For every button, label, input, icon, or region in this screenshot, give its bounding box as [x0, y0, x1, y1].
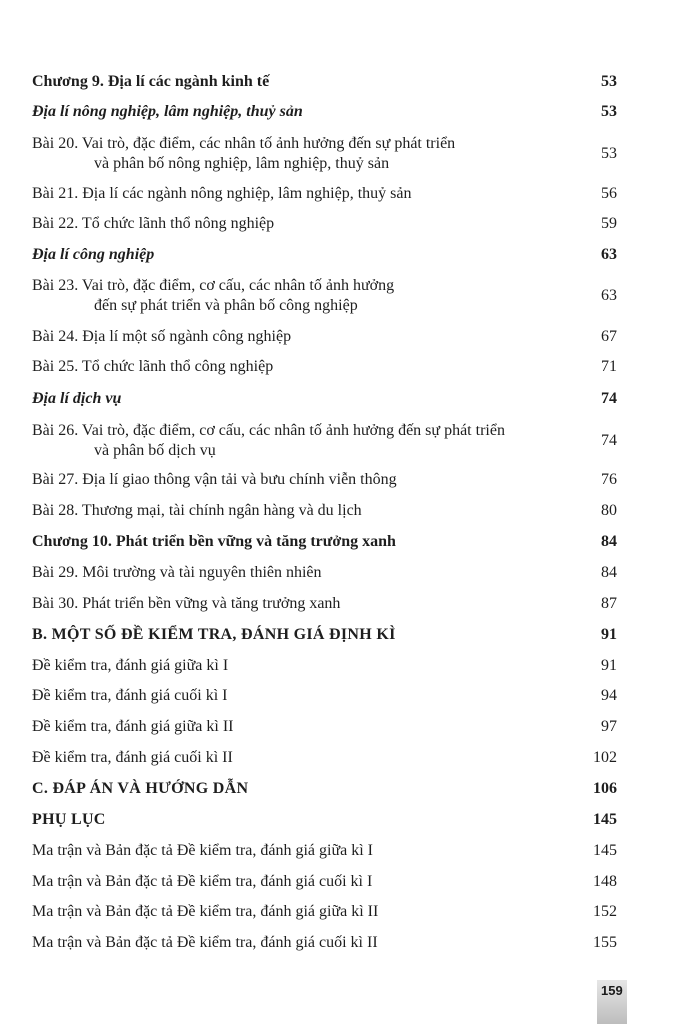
toc-entry-title: Ma trận và Bản đặc tả Đề kiểm tra, đánh giá cuối kì II: [32, 934, 378, 951]
toc-entry-title: Bài 27. Địa lí giao thông vận tải và bưu chính viễn thông: [32, 471, 397, 488]
toc-entry-title: Đề kiểm tra, đánh giá cuối kì I: [32, 687, 228, 704]
toc-entry-page: 84: [601, 564, 617, 581]
toc-entry-title: Đề kiểm tra, đánh giá giữa kì I: [32, 657, 229, 674]
toc-entry-title: Bài 22. Tổ chức lãnh thổ nông nghiệp: [32, 215, 275, 232]
toc-entry-page: 148: [593, 873, 617, 890]
toc-entry-title: Bài 25. Tổ chức lãnh thổ công nghiệp: [32, 358, 274, 375]
toc-entry-page: 74: [601, 390, 617, 407]
toc-entry-title: [32, 134, 572, 174]
toc-entry-title: Đề kiểm tra, đánh giá giữa kì II: [32, 718, 234, 735]
toc-entry-title: Địa lí công nghiệp: [32, 246, 155, 263]
toc-entry-page: 63: [601, 246, 617, 263]
toc-entry-page: 56: [601, 185, 617, 202]
toc-entry-page: 102: [593, 749, 617, 766]
toc-entry-title: Bài 21. Địa lí các ngành nông nghiệp, lâm nghiệp, thuỷ sản: [32, 185, 412, 202]
toc-entry-page: 84: [601, 533, 617, 550]
toc-entry-title: Đề kiểm tra, đánh giá cuối kì II: [32, 749, 233, 766]
toc-entry-page: 145: [593, 842, 617, 859]
toc-entry-page: 59: [601, 215, 617, 232]
toc-entry-title-line2: và phân bố dịch vụ: [94, 442, 216, 459]
toc-entry-page: 63: [601, 287, 617, 304]
toc-entry-title: [32, 276, 572, 316]
toc-entry-page: 76: [601, 471, 617, 488]
toc-entry-title: B. MỘT SỐ ĐỀ KIỂM TRA, ĐÁNH GIÁ ĐỊNH KÌ: [32, 626, 396, 643]
toc-entry-title: Địa lí dịch vụ: [32, 390, 122, 407]
toc-entry-title: Ma trận và Bản đặc tả Đề kiểm tra, đánh giá cuối kì I: [32, 873, 373, 890]
toc-entry-title: Bài 28. Thương mại, tài chính ngân hàng và du lịch: [32, 502, 362, 519]
toc-entry-title: Bài 30. Phát triển bền vững và tăng trưởng xanh: [32, 595, 341, 612]
toc-entry-title: Chương 10. Phát triển bền vững và tăng trưởng xanh: [32, 533, 396, 550]
toc-entry-title: Bài 24. Địa lí một số ngành công nghiệp: [32, 328, 292, 345]
toc-entry-page: 87: [601, 595, 617, 612]
toc-entry-title: C. ĐÁP ÁN VÀ HƯỚNG DẪN: [32, 780, 249, 797]
toc-entry-title: Bài 29. Môi trường và tài nguyên thiên nhiên: [32, 564, 322, 581]
page-number: 159: [601, 983, 623, 998]
toc-entry-page: 97: [601, 718, 617, 735]
toc-entry-title-line1: Bài 26. Vai trò, đặc điểm, cơ cấu, các nhân tố ảnh hưởng đến sự phát triển: [32, 422, 505, 439]
toc-entry-page: 155: [593, 934, 617, 951]
toc-entry-page: 94: [601, 687, 617, 704]
toc-entry-page: 53: [601, 73, 617, 90]
toc-entry-page: 74: [601, 432, 617, 449]
toc-entry-page: 106: [593, 780, 617, 797]
toc-entry-title: Ma trận và Bản đặc tả Đề kiểm tra, đánh giá giữa kì II: [32, 903, 379, 920]
toc-entry-page: 145: [593, 811, 617, 828]
toc-entry-title-line2: và phân bố nông nghiệp, lâm nghiệp, thuỷ sản: [94, 155, 390, 172]
toc-entry-page: 53: [601, 145, 617, 162]
toc-entry-page: 80: [601, 502, 617, 519]
toc-entry-page: 71: [601, 358, 617, 375]
toc-entry-page: 67: [601, 328, 617, 345]
toc-entry-title: PHỤ LỤC: [32, 811, 106, 828]
toc-entry-page: 91: [601, 626, 617, 643]
toc-entry-title: [32, 421, 572, 461]
toc-entry-title-line1: Bài 20. Vai trò, đặc điểm, các nhân tố ảnh hưởng đến sự phát triển: [32, 135, 456, 152]
toc-entry-page: 91: [601, 657, 617, 674]
toc-entry-title: Chương 9. Địa lí các ngành kinh tế: [32, 73, 270, 90]
toc-entry-page: 152: [593, 903, 617, 920]
toc-entry-title: Địa lí nông nghiệp, lâm nghiệp, thuỷ sản: [32, 103, 303, 120]
toc-entry-title-line1: Bài 23. Vai trò, đặc điểm, cơ cấu, các nhân tố ảnh hưởng: [32, 277, 395, 294]
toc-entry-title: Ma trận và Bản đặc tả Đề kiểm tra, đánh giá giữa kì I: [32, 842, 373, 859]
page-number-tab: [597, 980, 627, 1024]
toc-entry-page: 53: [601, 103, 617, 120]
toc-entry-title-line2: đến sự phát triển và phân bố công nghiệp: [94, 297, 358, 314]
